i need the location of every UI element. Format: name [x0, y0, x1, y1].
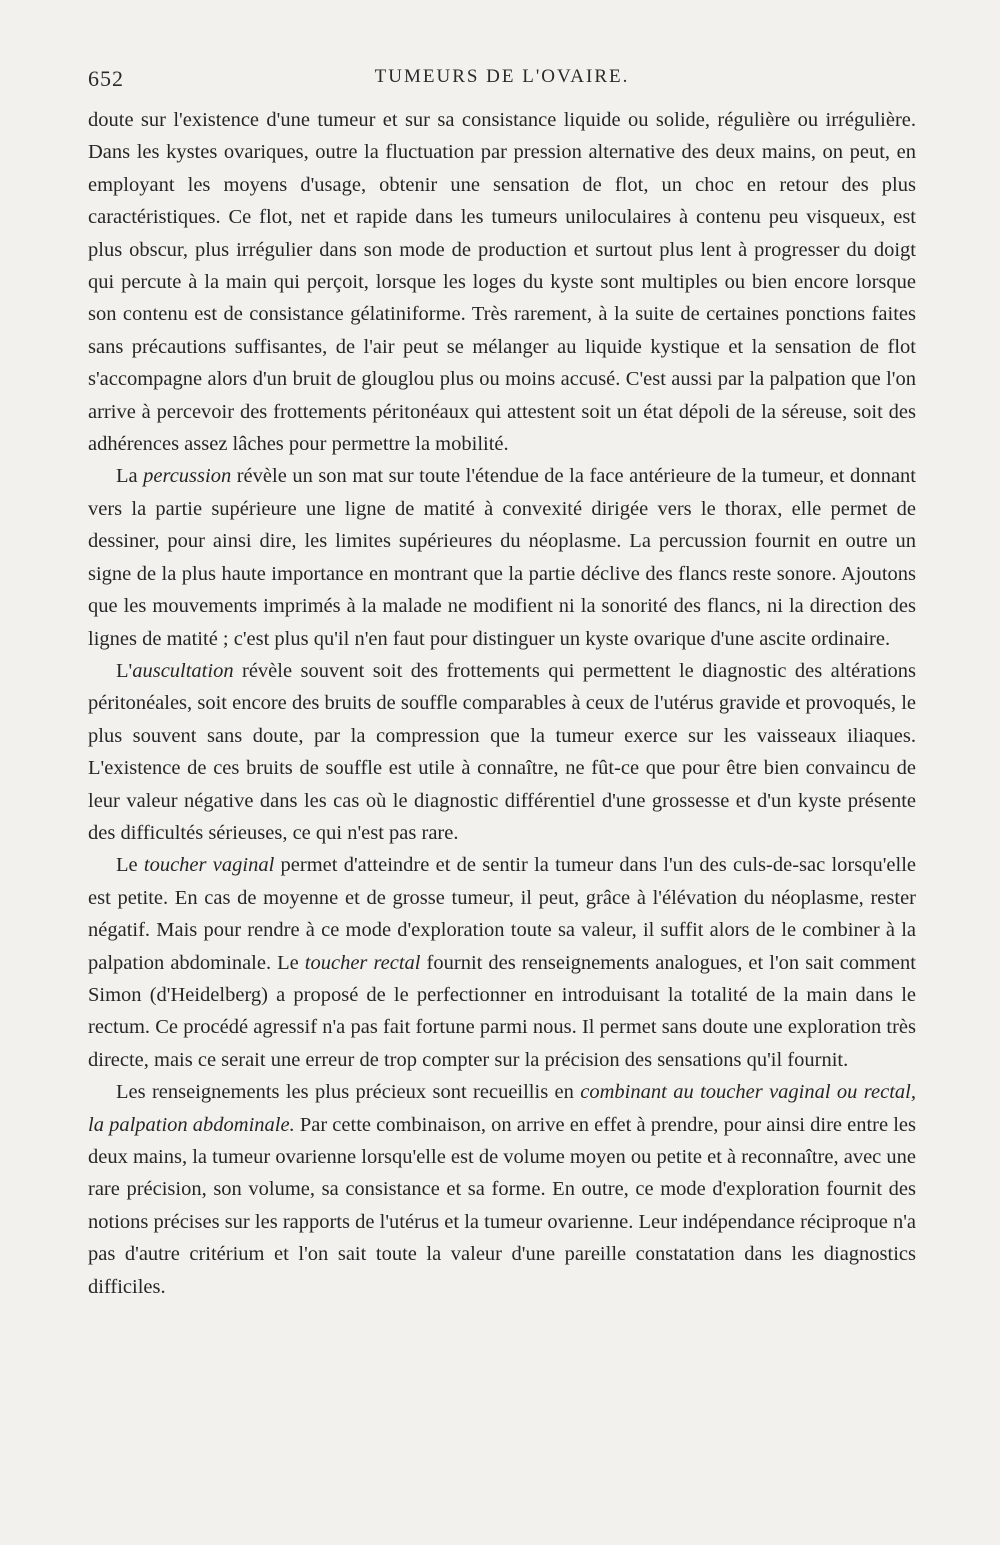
paragraph-text-end: révèle un son mat sur toute l'étendue de la face antérieure de la tumeur, et donnant vers la partie supérieure une ligne de matité à convexité dirigée vers le thorax, elle permet de dessiner, pour ainsi dire, les limites supérieures du néoplasme. La percussion fournit en outre un signe de la plus haute importance en montrant que la partie déclive des flancs reste sonore. Ajoutons que les mouvements imprimés à la malade ne modifient ni la sonorité des flancs, ni la direction des lignes de matité ; c'est plus qu'il n'en faut pour distinguer un kyste ovarique d'une ascite ordinaire.	[88, 465, 916, 650]
paragraph-text-end: Par cette combinaison, on arrive en effet à prendre, pour ainsi dire entre les deux mains, la tumeur ovarienne lorsqu'elle est de volume moyen ou petite et à reconnaître, avec une rare précision, son volume, sa consistance et sa forme. En outre, ce mode d'exploration fournit des notions précises sur les rapports de l'utérus et la tumeur ovarienne. Leur indépendance réciproque n'a pas d'autre critérium et l'on sait toute la valeur d'une pareille constatation dans les diagnostics difficiles.	[88, 1113, 916, 1298]
italic-phrase-combination: combinant au toucher vaginal ou rectal, la palpation abdominale.	[88, 1081, 916, 1136]
italic-term-auscultation: auscultation	[132, 659, 234, 682]
body-text	[88, 104, 916, 1303]
paragraph-palpation	[88, 104, 916, 460]
paragraph-text-start: Les renseignements les plus précieux sont recueillis en	[116, 1081, 581, 1104]
italic-term-percussion: percussion	[143, 465, 232, 488]
italic-term-toucher-rectal: toucher rectal	[304, 951, 421, 974]
paragraph-text: doute sur l'existence d'une tumeur et sur sa consistance liquide ou solide, régulière ou irrégulière. Dans les kystes ovariques, outre la fluctuation par pression alternative des deux mains, on peut, en employant les moyens d'usage, obtenir une sensation de flot, un choc en retour des plus caractéristiques. Ce flot, net et rapide dans les tumeurs uniloculaires à contenu peu visqueux, est plus obscur, plus irrégulier dans son mode de production et surtout plus lent à progresser du doigt qui percute à la main qui perçoit, lorsque les loges du kyste sont multiples ou bien encore lorsque son contenu est de consistance gélatiniforme. Très rarement, à la suite de certaines ponctions faites sans précautions suffisantes, de l'air peut se mélanger au liquide kystique et la sensation de flot s'accompagne alors d'un bruit de glouglou plus ou moins accusé. C'est aussi par la palpation que l'on arrive à percevoir des frottements péritonéaux qui attestent soit un état dépoli de la séreuse, soit des adhérences assez lâches pour permettre la mobilité.	[88, 109, 916, 456]
paragraph-text-end: révèle souvent soit des frottements qui permettent le diagnostic des altérations péritonéales, soit encore des bruits de souffle comparables à ceux de l'utérus gravide et provoqués, le plus souvent sans doute, par la compression que la tumeur exerce sur les vaisseaux iliaques. L'existence de ces bruits de souffle est utile à connaître, ne fût-ce que pour être bien convaincu de leur valeur négative dans les cas où le diagnostic différentiel d'une grossesse et d'un kyste présente des difficultés sérieuses, ce qui n'est pas rare.	[88, 659, 916, 844]
paragraph-toucher	[88, 849, 916, 1076]
page-number: 652	[88, 66, 124, 91]
paragraph-combined-exam	[88, 1076, 916, 1303]
paragraph-percussion	[88, 460, 916, 654]
paragraph-text-start: La	[116, 465, 144, 488]
italic-term-toucher-vaginal: toucher vaginal	[143, 854, 275, 877]
page-header	[88, 66, 916, 96]
running-title: TUMEURS DE L'OVAIRE.	[374, 66, 630, 87]
paragraph-text-start: Le	[116, 854, 144, 877]
paragraph-text-end: fournit des renseignements analogues, et l'on sait comment Simon (d'Heidelberg) a proposé de le perfectionner en introduisant la totalité de la main dans le rectum. Ce procédé agressif n'a pas fait fortune parmi nous. Il permet sans doute une exploration très directe, mais ce serait une erreur de trop compter sur la précision des sensations qu'il fournit.	[88, 951, 916, 1071]
paragraph-text-start: L'	[116, 659, 133, 682]
paragraph-text-middle: permet d'atteindre et de sentir la tumeur dans l'un des culs-de-sac lorsqu'elle est petite. En cas de moyenne et de grosse tumeur, il peut, grâce à l'élévation du néoplasme, rester négatif. Mais pour rendre à ce mode d'exploration toute sa valeur, il suffit alors de le combiner à la palpation abdominale. Le	[88, 854, 916, 974]
paragraph-auscultation	[88, 655, 916, 849]
